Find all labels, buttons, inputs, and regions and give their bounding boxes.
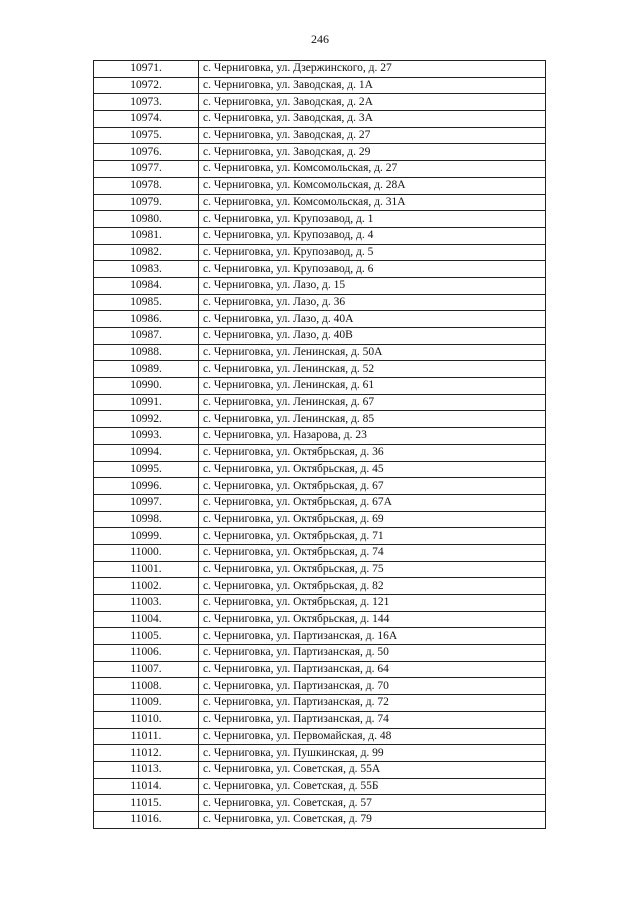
table-row — [94, 761, 546, 778]
row-address: с. Черниговка, ул. Лазо, д. 36 — [199, 294, 546, 311]
row-number: 10999. — [94, 528, 199, 545]
row-number: 11015. — [94, 795, 199, 812]
table-row — [94, 444, 546, 461]
table-row — [94, 111, 546, 128]
table-row — [94, 528, 546, 545]
row-address: с. Черниговка, ул. Октябрьская, д. 71 — [199, 528, 546, 545]
row-address: с. Черниговка, ул. Ленинская, д. 85 — [199, 411, 546, 428]
row-number: 10986. — [94, 311, 199, 328]
row-number: 10987. — [94, 328, 199, 345]
table-row — [94, 494, 546, 511]
row-address: с. Черниговка, ул. Заводская, д. 29 — [199, 144, 546, 161]
table-row — [94, 795, 546, 812]
row-address: с. Черниговка, ул. Октябрьская, д. 144 — [199, 611, 546, 628]
row-number: 10993. — [94, 428, 199, 445]
row-address: с. Черниговка, ул. Советская, д. 79 — [199, 811, 546, 828]
row-address: с. Черниговка, ул. Октябрьская, д. 74 — [199, 544, 546, 561]
row-address: с. Черниговка, ул. Партизанская, д. 64 — [199, 661, 546, 678]
row-number: 11006. — [94, 645, 199, 662]
row-number: 11001. — [94, 561, 199, 578]
table-row — [94, 695, 546, 712]
table-row — [94, 378, 546, 395]
table-row — [94, 611, 546, 628]
table-row — [94, 177, 546, 194]
address-table — [93, 60, 546, 829]
table-row — [94, 745, 546, 762]
row-address: с. Черниговка, ул. Комсомольская, д. 31А — [199, 194, 546, 211]
row-number: 10984. — [94, 277, 199, 294]
row-address: с. Черниговка, ул. Крупозавод, д. 1 — [199, 211, 546, 228]
row-number: 11014. — [94, 778, 199, 795]
row-number: 11011. — [94, 728, 199, 745]
table-row — [94, 678, 546, 695]
table-row — [94, 778, 546, 795]
row-address: с. Черниговка, ул. Октябрьская, д. 82 — [199, 578, 546, 595]
table-row — [94, 628, 546, 645]
table-row — [94, 428, 546, 445]
address-table-body — [94, 61, 546, 829]
row-number: 10973. — [94, 94, 199, 111]
row-number: 10983. — [94, 261, 199, 278]
row-address: с. Черниговка, ул. Дзержинского, д. 27 — [199, 61, 546, 78]
table-row — [94, 411, 546, 428]
row-number: 11005. — [94, 628, 199, 645]
row-address: с. Черниговка, ул. Советская, д. 57 — [199, 795, 546, 812]
row-number: 10992. — [94, 411, 199, 428]
table-row — [94, 144, 546, 161]
row-address: с. Черниговка, ул. Советская, д. 55А — [199, 761, 546, 778]
row-number: 10978. — [94, 177, 199, 194]
row-number: 10998. — [94, 511, 199, 528]
row-number: 10976. — [94, 144, 199, 161]
row-address: с. Черниговка, ул. Лазо, д. 15 — [199, 277, 546, 294]
row-number: 11007. — [94, 661, 199, 678]
row-address: с. Черниговка, ул. Заводская, д. 2А — [199, 94, 546, 111]
table-row — [94, 127, 546, 144]
row-number: 11010. — [94, 711, 199, 728]
row-number: 10979. — [94, 194, 199, 211]
table-row — [94, 645, 546, 662]
table-row — [94, 561, 546, 578]
table-row — [94, 227, 546, 244]
row-number: 10972. — [94, 77, 199, 94]
row-address: с. Черниговка, ул. Первомайская, д. 48 — [199, 728, 546, 745]
row-number: 10990. — [94, 378, 199, 395]
row-address: с. Черниговка, ул. Партизанская, д. 72 — [199, 695, 546, 712]
row-number: 10974. — [94, 111, 199, 128]
row-address: с. Черниговка, ул. Заводская, д. 1А — [199, 77, 546, 94]
row-number: 10980. — [94, 211, 199, 228]
row-address: с. Черниговка, ул. Комсомольская, д. 28А — [199, 177, 546, 194]
table-row — [94, 61, 546, 78]
table-row — [94, 94, 546, 111]
row-number: 10985. — [94, 294, 199, 311]
table-row — [94, 344, 546, 361]
table-row — [94, 194, 546, 211]
table-row — [94, 361, 546, 378]
row-number: 11013. — [94, 761, 199, 778]
row-number: 10991. — [94, 394, 199, 411]
table-row — [94, 711, 546, 728]
row-number: 11012. — [94, 745, 199, 762]
row-number: 10977. — [94, 161, 199, 178]
row-address: с. Черниговка, ул. Комсомольская, д. 27 — [199, 161, 546, 178]
table-row — [94, 328, 546, 345]
row-address: с. Черниговка, ул. Ленинская, д. 61 — [199, 378, 546, 395]
row-address: с. Черниговка, ул. Ленинская, д. 50А — [199, 344, 546, 361]
row-number: 10982. — [94, 244, 199, 261]
table-row — [94, 244, 546, 261]
table-row — [94, 311, 546, 328]
row-number: 11009. — [94, 695, 199, 712]
row-address: с. Черниговка, ул. Крупозавод, д. 5 — [199, 244, 546, 261]
table-row — [94, 578, 546, 595]
row-address: с. Черниговка, ул. Советская, д. 55Б — [199, 778, 546, 795]
row-address: с. Черниговка, ул. Партизанская, д. 16А — [199, 628, 546, 645]
row-number: 10981. — [94, 227, 199, 244]
row-address: с. Черниговка, ул. Октябрьская, д. 75 — [199, 561, 546, 578]
table-row — [94, 478, 546, 495]
row-number: 10975. — [94, 127, 199, 144]
row-address: с. Черниговка, ул. Крупозавод, д. 6 — [199, 261, 546, 278]
table-row — [94, 661, 546, 678]
row-address: с. Черниговка, ул. Партизанская, д. 70 — [199, 678, 546, 695]
table-row — [94, 595, 546, 612]
table-row — [94, 161, 546, 178]
row-address: с. Черниговка, ул. Октябрьская, д. 67 — [199, 478, 546, 495]
row-number: 10995. — [94, 461, 199, 478]
row-address: с. Черниговка, ул. Партизанская, д. 50 — [199, 645, 546, 662]
row-number: 11004. — [94, 611, 199, 628]
table-row — [94, 811, 546, 828]
table-row — [94, 211, 546, 228]
table-row — [94, 294, 546, 311]
row-number: 10971. — [94, 61, 199, 78]
table-row — [94, 261, 546, 278]
row-number: 11002. — [94, 578, 199, 595]
row-address: с. Черниговка, ул. Лазо, д. 40А — [199, 311, 546, 328]
row-address: с. Черниговка, ул. Пушкинская, д. 99 — [199, 745, 546, 762]
row-address: с. Черниговка, ул. Ленинская, д. 52 — [199, 361, 546, 378]
row-number: 10996. — [94, 478, 199, 495]
table-row — [94, 544, 546, 561]
row-number: 10994. — [94, 444, 199, 461]
row-number: 11003. — [94, 595, 199, 612]
table-row — [94, 461, 546, 478]
row-number: 11000. — [94, 544, 199, 561]
table-row — [94, 728, 546, 745]
page-number: 246 — [311, 32, 329, 46]
row-number: 10988. — [94, 344, 199, 361]
row-address: с. Черниговка, ул. Октябрьская, д. 69 — [199, 511, 546, 528]
table-row — [94, 77, 546, 94]
row-address: с. Черниговка, ул. Ленинская, д. 67 — [199, 394, 546, 411]
row-address: с. Черниговка, ул. Октябрьская, д. 45 — [199, 461, 546, 478]
table-row — [94, 511, 546, 528]
row-address: с. Черниговка, ул. Октябрьская, д. 121 — [199, 595, 546, 612]
row-address: с. Черниговка, ул. Крупозавод, д. 4 — [199, 227, 546, 244]
row-address: с. Черниговка, ул. Назарова, д. 23 — [199, 428, 546, 445]
row-address: с. Черниговка, ул. Партизанская, д. 74 — [199, 711, 546, 728]
row-address: с. Черниговка, ул. Октябрьская, д. 67А — [199, 494, 546, 511]
table-row — [94, 394, 546, 411]
table-row — [94, 277, 546, 294]
row-number: 11008. — [94, 678, 199, 695]
row-address: с. Черниговка, ул. Октябрьская, д. 36 — [199, 444, 546, 461]
row-number: 10989. — [94, 361, 199, 378]
row-address: с. Черниговка, ул. Заводская, д. 27 — [199, 127, 546, 144]
row-number: 11016. — [94, 811, 199, 828]
row-address: с. Черниговка, ул. Лазо, д. 40В — [199, 328, 546, 345]
row-address: с. Черниговка, ул. Заводская, д. 3А — [199, 111, 546, 128]
row-number: 10997. — [94, 494, 199, 511]
